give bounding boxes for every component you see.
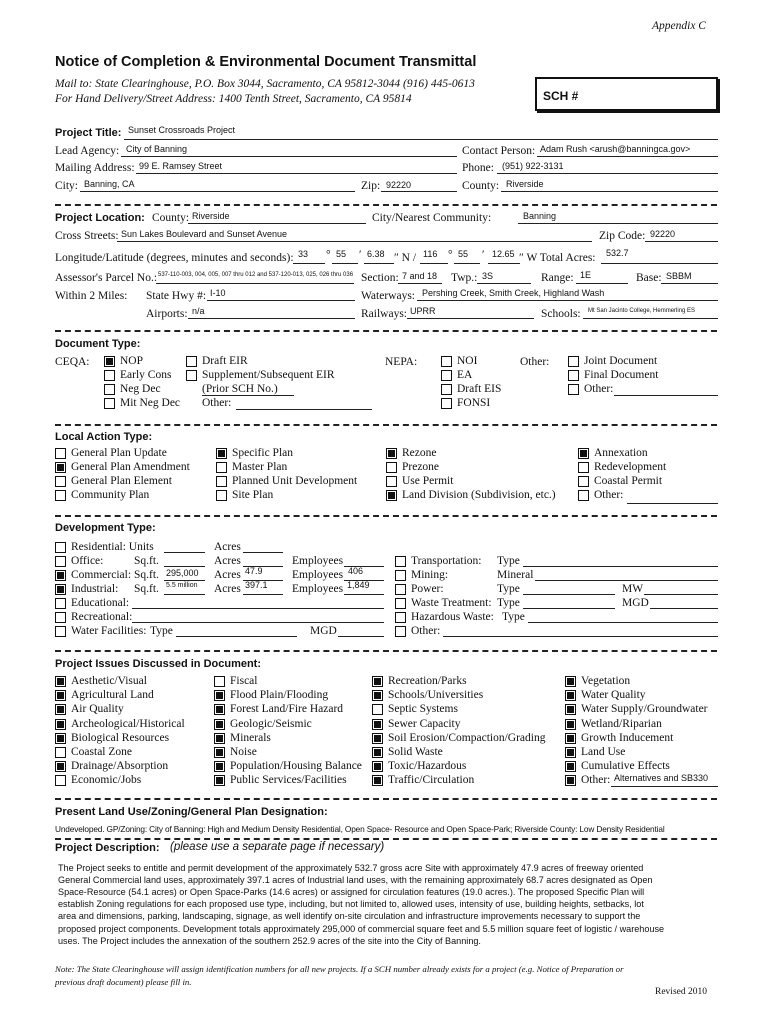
industrial-sqft-label: Sq.ft. bbox=[134, 583, 159, 595]
doc-other-checkbox[interactable] bbox=[568, 356, 579, 367]
industrial-acres-field[interactable]: 397.1 bbox=[245, 580, 268, 590]
dev-other-line[interactable] bbox=[443, 636, 718, 637]
waste-type-line[interactable] bbox=[523, 608, 615, 609]
issue-label: Noise bbox=[230, 746, 257, 758]
transportation-type-line[interactable] bbox=[523, 566, 718, 567]
issue-checkbox[interactable] bbox=[214, 704, 225, 715]
educational-line[interactable] bbox=[132, 608, 384, 609]
dev-transportation-checkbox[interactable] bbox=[395, 556, 406, 567]
commercial-acres-field[interactable]: 47.9 bbox=[245, 566, 263, 576]
issue-checkbox[interactable] bbox=[565, 775, 576, 786]
waste-mgd-line[interactable] bbox=[650, 608, 718, 609]
section-field[interactable]: 7 and 18 bbox=[402, 271, 438, 281]
dev-hazardous-label: Hazardous Waste: bbox=[411, 611, 494, 623]
power-type-label: Type bbox=[497, 583, 520, 595]
sch-number-box[interactable] bbox=[535, 77, 718, 111]
contact-person-field[interactable]: Adam Rush <arush@banningca.gov> bbox=[540, 144, 691, 154]
issue-checkbox[interactable] bbox=[565, 676, 576, 687]
hand-delivery-line: For Hand Delivery/Street Address: 1400 Tenth Street, Sacramento, CA 95814 bbox=[55, 93, 412, 105]
zip-label: Zip: bbox=[361, 180, 381, 192]
lat-degrees-field[interactable]: 33 bbox=[298, 249, 309, 259]
project-title-label: Project Title: bbox=[55, 127, 122, 139]
mining-mineral-label: Mineral bbox=[497, 569, 534, 581]
waterways-field[interactable]: Pershing Creek, Smith Creek, Highland Wash bbox=[422, 288, 605, 298]
water-mgd-line[interactable] bbox=[338, 636, 384, 637]
issue-label: Agricultural Land bbox=[71, 689, 154, 702]
issue-checkbox[interactable] bbox=[565, 761, 576, 772]
local-action-checkbox[interactable] bbox=[386, 462, 397, 473]
nepa-checkbox[interactable] bbox=[441, 370, 452, 381]
nepa-label: Draft EIS bbox=[457, 383, 502, 395]
issue-checkbox[interactable] bbox=[214, 690, 225, 701]
local-action-label: Redevelopment bbox=[594, 461, 667, 473]
range-label: Range: bbox=[541, 272, 574, 284]
office-sqft-line[interactable] bbox=[164, 566, 205, 567]
issue-label: Coastal Zone bbox=[71, 746, 132, 758]
issue-label: Fiscal bbox=[230, 675, 258, 687]
development-type-label: Development Type: bbox=[55, 522, 156, 534]
parcel-field[interactable]: 537-110-003, 004, 005, 007 thru 012 and 537-120-013, 025, 026 thru 036 bbox=[158, 272, 354, 278]
description-line: area and dimensions, parking, landscaping, signage, as well identify on-site circulation and infrastructure improvements necessary to support the bbox=[58, 911, 641, 922]
phone-label: Phone: bbox=[462, 162, 494, 174]
issue-label: Water Supply/Groundwater bbox=[581, 703, 708, 716]
local-action-checkbox[interactable] bbox=[55, 476, 66, 487]
dev-commercial-checkbox[interactable] bbox=[55, 570, 66, 581]
dev-educational-checkbox[interactable] bbox=[55, 598, 66, 609]
dev-water-label: Water Facilities: bbox=[71, 625, 147, 637]
local-action-label: Land Division (Subdivision, etc.) bbox=[402, 489, 556, 501]
local-action-label: Coastal Permit bbox=[594, 475, 663, 487]
contact-person-label: Contact Person: bbox=[462, 145, 536, 157]
issue-checkbox[interactable] bbox=[214, 775, 225, 786]
divider bbox=[55, 838, 717, 840]
local-action-checkbox[interactable] bbox=[55, 462, 66, 473]
project-description-label: Project Description: bbox=[55, 842, 160, 854]
long-minutes-field[interactable]: 55 bbox=[458, 249, 469, 259]
ceqa-label: (Prior SCH No.) bbox=[202, 383, 278, 395]
location-zip-field[interactable]: 92220 bbox=[650, 229, 676, 239]
lead-agency-label: Lead Agency: bbox=[55, 145, 120, 157]
ceqa-label: CEQA: bbox=[55, 356, 90, 368]
commercial-acres-label: Acres bbox=[214, 569, 241, 581]
dev-transportation-label: Transportation: bbox=[411, 555, 482, 567]
note-line-1: Note: The State Clearinghouse will assign identification numbers for all new projects. If a SCH number already exists for a project (e.g. Notice of Preparation or bbox=[55, 964, 624, 974]
local-action-checkbox[interactable] bbox=[386, 448, 397, 459]
degree-symbol: ° bbox=[326, 249, 331, 261]
issue-label: Septic Systems bbox=[388, 703, 458, 716]
dev-power-checkbox[interactable] bbox=[395, 584, 406, 595]
issue-checkbox[interactable] bbox=[372, 719, 383, 730]
total-acres-field[interactable]: 532.7 bbox=[606, 248, 629, 258]
issue-checkbox[interactable] bbox=[372, 733, 383, 744]
section-label: Section: bbox=[361, 272, 399, 284]
local-action-label: General Plan Update bbox=[71, 447, 167, 459]
west-total-acres-label: ″ W Total Acres: bbox=[519, 252, 596, 264]
document-type-label: Document Type: bbox=[55, 338, 141, 350]
issue-checkbox[interactable] bbox=[372, 761, 383, 772]
local-action-checkbox[interactable] bbox=[578, 448, 589, 459]
local-action-checkbox[interactable] bbox=[578, 490, 589, 501]
minute-symbol: ′ bbox=[359, 249, 362, 261]
mailing-address-field[interactable]: 99 E. Ramsey Street bbox=[139, 161, 223, 171]
water-mgd-label: MGD bbox=[310, 625, 337, 637]
issue-checkbox[interactable] bbox=[214, 719, 225, 730]
issue-checkbox[interactable] bbox=[372, 775, 383, 786]
zip-field[interactable]: 92220 bbox=[386, 180, 412, 190]
base-label: Base: bbox=[636, 272, 662, 284]
waterways-label: Waterways: bbox=[361, 290, 415, 302]
issue-label: Air Quality bbox=[71, 703, 124, 716]
issue-label: Growth Inducement bbox=[581, 731, 674, 744]
description-line: General Commercial land uses, approximately 397.1 acres of Industrial land uses, with the remaining approximately 68.7 acres designated as Open bbox=[58, 875, 653, 886]
mail-to-line: Mail to: State Clearinghouse, P.O. Box 3044, Sacramento, CA 95812-3044 (916) 445-0613 bbox=[55, 78, 475, 90]
description-line: Space-Resource (54.1 acres) or Open Space-Parks (14.6 acres) or assigned for circulation features (19.0 acres.). The proposed Specific Plan will bbox=[58, 887, 645, 898]
local-action-label: Prezone bbox=[402, 461, 440, 473]
lat-seconds-field[interactable]: 6.38 bbox=[367, 249, 385, 259]
community-field[interactable]: Banning bbox=[523, 211, 557, 221]
issue-checkbox[interactable] bbox=[214, 747, 225, 758]
residential-units-line[interactable] bbox=[164, 552, 205, 553]
local-action-label: Other: bbox=[594, 489, 624, 501]
long-seconds-field[interactable]: 12.65 bbox=[492, 249, 515, 259]
cross-streets-field[interactable]: Sun Lakes Boulevard and Sunset Avenue bbox=[121, 229, 287, 239]
industrial-employees-field[interactable]: 1,849 bbox=[347, 580, 370, 590]
issue-checkbox[interactable] bbox=[214, 761, 225, 772]
project-title-field[interactable]: Sunset Crossroads Project bbox=[128, 125, 236, 135]
waste-mgd-label: MGD bbox=[622, 597, 649, 609]
doc-other-label: Joint Document bbox=[584, 355, 658, 367]
railways-field[interactable]: UPRR bbox=[410, 306, 436, 316]
ceqa-checkbox[interactable] bbox=[186, 356, 197, 367]
local-action-label: Site Plan bbox=[232, 489, 274, 501]
dev-hazardous-checkbox[interactable] bbox=[395, 612, 406, 623]
dev-mining-checkbox[interactable] bbox=[395, 570, 406, 581]
ceqa-checkbox[interactable] bbox=[186, 370, 197, 381]
issue-label: Land Use bbox=[581, 746, 626, 758]
issue-label: Minerals bbox=[230, 731, 271, 744]
mailing-address-label: Mailing Address: bbox=[55, 162, 135, 174]
divider bbox=[55, 515, 717, 517]
nepa-checkbox[interactable] bbox=[441, 384, 452, 395]
issue-checkbox[interactable] bbox=[55, 704, 66, 715]
county-label: County: bbox=[462, 180, 500, 192]
project-location-label: Project Location: bbox=[55, 212, 145, 224]
commercial-employees-field[interactable]: 406 bbox=[348, 566, 364, 576]
power-mw-label: MW bbox=[622, 583, 644, 595]
county-field[interactable]: Riverside bbox=[506, 179, 544, 189]
railways-label: Railways: bbox=[361, 308, 407, 320]
ceqa-checkbox[interactable] bbox=[104, 398, 115, 409]
local-action-checkbox[interactable] bbox=[216, 462, 227, 473]
local-action-checkbox[interactable] bbox=[216, 476, 227, 487]
issue-checkbox[interactable] bbox=[565, 733, 576, 744]
recreational-line[interactable] bbox=[132, 622, 384, 623]
land-use-text[interactable]: Undeveloped. GP/Zoning: City of Banning: High and Medium Density Residential, Open Space- Resource and Open Space-Park; Riverside County: Low Density Residential bbox=[55, 824, 665, 834]
issue-label: Water Quality bbox=[581, 689, 646, 702]
nepa-checkbox[interactable] bbox=[441, 356, 452, 367]
nepa-label: NEPA: bbox=[385, 356, 418, 368]
industrial-acres-label: Acres bbox=[214, 583, 241, 595]
nepa-label: NOI bbox=[457, 355, 478, 367]
project-description-hint: (please use a separate page if necessary) bbox=[170, 841, 385, 853]
twp-label: Twp.: bbox=[451, 272, 478, 284]
issue-label: Biological Resources bbox=[71, 731, 170, 744]
local-action-label: Specific Plan bbox=[232, 447, 293, 459]
dev-other-checkbox[interactable] bbox=[395, 626, 406, 637]
commercial-employees-label: Employees bbox=[292, 569, 344, 581]
long-degrees-field[interactable]: 116 bbox=[423, 249, 438, 259]
local-action-checkbox[interactable] bbox=[386, 476, 397, 487]
within-2-miles-label: Within 2 Miles: bbox=[55, 290, 128, 302]
issue-label: Toxic/Hazardous bbox=[388, 760, 467, 773]
transportation-type-label: Type bbox=[497, 555, 520, 567]
schools-label: Schools: bbox=[541, 308, 581, 320]
airports-label: Airports: bbox=[146, 308, 188, 320]
issue-label: Sewer Capacity bbox=[388, 717, 461, 730]
issue-checkbox[interactable] bbox=[55, 690, 66, 701]
community-label: City/Nearest Community: bbox=[372, 212, 492, 224]
water-type-label: Type bbox=[150, 625, 173, 637]
issue-label: Economic/Jobs bbox=[71, 774, 142, 787]
description-line: uses. The Project includes the annexation of the southern 252.9 acres of the site into the City of Banning. bbox=[58, 935, 481, 946]
divider bbox=[55, 204, 717, 206]
twp-field[interactable]: 3S bbox=[482, 271, 494, 281]
residential-acres-line[interactable] bbox=[243, 552, 283, 553]
local-action-checkbox[interactable] bbox=[216, 448, 227, 459]
minute-symbol: ′ bbox=[482, 249, 485, 261]
issue-label: Geologic/Seismic bbox=[230, 717, 312, 730]
dev-power-label: Power: bbox=[411, 583, 444, 595]
local-action-label: Community Plan bbox=[71, 489, 150, 501]
issue-label: Vegetation bbox=[581, 675, 631, 687]
location-county-field[interactable]: Riverside bbox=[192, 211, 230, 221]
dev-industrial-checkbox[interactable] bbox=[55, 584, 66, 595]
issue-label: Flood Plain/Flooding bbox=[230, 689, 329, 702]
dev-industrial-label: Industrial: bbox=[71, 583, 119, 595]
description-line: proposed project components. Development totals approximately 295,000 of commercial square feet and 5.5 million square feet of logistic / warehouse bbox=[58, 923, 665, 934]
issues-other-field[interactable]: Alternatives and SB330 bbox=[614, 773, 709, 783]
dev-other-label: Other: bbox=[411, 625, 441, 637]
issue-checkbox[interactable] bbox=[55, 719, 66, 730]
office-sqft-label: Sq.ft. bbox=[134, 555, 159, 567]
dev-office-label: Office: bbox=[71, 555, 104, 567]
doc-other-checkbox[interactable] bbox=[568, 370, 579, 381]
revised-label: Revised 2010 bbox=[655, 987, 707, 997]
dev-residential-label: Residential: Units bbox=[71, 541, 154, 553]
office-employees-label: Employees bbox=[292, 555, 344, 567]
issue-checkbox[interactable] bbox=[372, 704, 383, 715]
local-action-label: Local Action Type: bbox=[55, 431, 153, 443]
dev-commercial-label: Commercial: bbox=[71, 569, 132, 581]
nepa-checkbox[interactable] bbox=[441, 398, 452, 409]
local-action-checkbox[interactable] bbox=[578, 476, 589, 487]
divider bbox=[55, 330, 717, 332]
issue-checkbox[interactable] bbox=[565, 704, 576, 715]
issue-label: Recreation/Parks bbox=[388, 675, 467, 687]
issue-label: Traffic/Circulation bbox=[388, 774, 475, 787]
local-action-label: Planned Unit Development bbox=[232, 475, 358, 487]
doc-other-label: Other: bbox=[520, 356, 550, 368]
issue-checkbox[interactable] bbox=[55, 747, 66, 758]
office-acres-label: Acres bbox=[214, 555, 241, 567]
residential-acres-label: Acres bbox=[214, 541, 241, 553]
hazardous-type-label: Type bbox=[502, 611, 525, 623]
location-zip-label: Zip Code: bbox=[599, 230, 646, 242]
description-line: establish Zoning regulations for each proposed use type, including, but not limited to, allowed uses, intensity of use, building heights, setbacks, lot bbox=[58, 899, 644, 910]
issue-checkbox[interactable] bbox=[565, 719, 576, 730]
local-action-label: Rezone bbox=[402, 447, 437, 459]
ceqa-label: Other: bbox=[202, 397, 232, 409]
local-action-checkbox[interactable] bbox=[55, 448, 66, 459]
range-field[interactable]: 1E bbox=[580, 270, 592, 280]
ceqa-label: Draft EIR bbox=[202, 355, 248, 367]
issue-label: Forest Land/Fire Hazard bbox=[230, 703, 344, 716]
issue-checkbox[interactable] bbox=[55, 733, 66, 744]
local-action-checkbox[interactable] bbox=[216, 490, 227, 501]
description-line: The Project seeks to entitle and permit development of the approximately 532.7 gross acre Site with approximately 47.9 acres of freeway oriented bbox=[58, 863, 644, 873]
issue-label: Schools/Universities bbox=[388, 689, 484, 702]
doc-other-checkbox[interactable] bbox=[568, 384, 579, 395]
issue-label: Cumulative Effects bbox=[581, 760, 670, 773]
power-type-line[interactable] bbox=[523, 594, 615, 595]
sch-label: SCH # bbox=[543, 89, 579, 103]
north-label: ″ N / bbox=[394, 252, 417, 264]
local-action-other-line[interactable] bbox=[627, 503, 718, 504]
state-hwy-field[interactable]: I-10 bbox=[210, 288, 226, 298]
commercial-sqft-label: Sq.ft. bbox=[134, 569, 159, 581]
dev-waste-label: Waste Treatment: bbox=[411, 597, 492, 609]
local-action-checkbox[interactable] bbox=[386, 490, 397, 501]
issue-checkbox[interactable] bbox=[55, 761, 66, 772]
doc-other-label: Final Document bbox=[584, 369, 659, 381]
issue-checkbox[interactable] bbox=[55, 775, 66, 786]
issue-label: Solid Waste bbox=[388, 746, 443, 758]
issue-label: Wetland/Riparian bbox=[581, 717, 662, 730]
dev-recreational-label: Recreational: bbox=[71, 611, 133, 623]
latlong-label: Longitude/Latitude (degrees, minutes and seconds): bbox=[55, 252, 294, 264]
nepa-label: FONSI bbox=[457, 397, 491, 409]
prior-sch-line[interactable] bbox=[202, 395, 294, 396]
local-action-label: General Plan Amendment bbox=[71, 461, 190, 473]
issue-checkbox[interactable] bbox=[565, 747, 576, 758]
hazardous-type-line[interactable] bbox=[528, 622, 718, 623]
industrial-employees-label: Employees bbox=[292, 583, 344, 595]
ceqa-checkbox[interactable] bbox=[104, 384, 115, 395]
city-field[interactable]: Banning, CA bbox=[84, 179, 135, 189]
doc-other-line[interactable] bbox=[236, 409, 372, 410]
divider bbox=[55, 798, 717, 800]
local-action-label: General Plan Element bbox=[71, 475, 172, 487]
lead-agency-field[interactable]: City of Banning bbox=[126, 144, 188, 154]
note-line-2: previous draft document) please fill in. bbox=[55, 977, 192, 987]
dev-residential-checkbox[interactable] bbox=[55, 542, 66, 553]
dev-office-checkbox[interactable] bbox=[55, 556, 66, 567]
base-field[interactable]: SBBM bbox=[666, 271, 692, 281]
state-hwy-label: State Hwy #: bbox=[146, 290, 207, 302]
ceqa-label: NOP bbox=[120, 355, 144, 367]
city-label: City: bbox=[55, 180, 79, 192]
airports-field[interactable]: n/a bbox=[192, 306, 205, 316]
location-county-label: County: bbox=[152, 212, 190, 224]
commercial-sqft-field[interactable]: 295,000 bbox=[166, 568, 199, 578]
ceqa-label: Mit Neg Dec bbox=[120, 397, 181, 409]
issue-label: Population/Housing Balance bbox=[230, 760, 362, 773]
local-action-checkbox[interactable] bbox=[578, 462, 589, 473]
dev-mining-label: Mining: bbox=[411, 569, 449, 581]
ceqa-checkbox[interactable] bbox=[104, 356, 115, 367]
issue-checkbox[interactable] bbox=[372, 747, 383, 758]
ceqa-label: Neg Dec bbox=[120, 383, 161, 395]
local-action-label: Use Permit bbox=[402, 475, 454, 487]
ceqa-label: Supplement/Subsequent EIR bbox=[202, 369, 335, 381]
mining-mineral-line[interactable] bbox=[535, 580, 718, 581]
issue-label: Public Services/Facilities bbox=[230, 774, 347, 787]
dev-waste-checkbox[interactable] bbox=[395, 598, 406, 609]
project-issues-label: Project Issues Discussed in Document: bbox=[55, 658, 262, 670]
parcel-label: Assessor's Parcel No.: bbox=[55, 272, 158, 284]
schools-field[interactable]: Mt San Jacinto College, Hemmerling ES bbox=[588, 308, 696, 314]
issue-checkbox[interactable] bbox=[372, 690, 383, 701]
industrial-sqft-field[interactable]: 5.5 million bbox=[166, 582, 198, 589]
land-use-label: Present Land Use/Zoning/General Plan Designation: bbox=[55, 806, 328, 818]
issue-checkbox[interactable] bbox=[214, 733, 225, 744]
dev-water-checkbox[interactable] bbox=[55, 626, 66, 637]
appendix-label: Appendix C bbox=[652, 20, 706, 32]
phone-field[interactable]: (951) 922-3131 bbox=[502, 161, 564, 171]
ceqa-label: Early Cons bbox=[120, 369, 172, 381]
issue-checkbox[interactable] bbox=[55, 676, 66, 687]
dev-recreational-checkbox[interactable] bbox=[55, 612, 66, 623]
issue-label: Other: bbox=[581, 774, 611, 787]
dev-educational-label: Educational: bbox=[71, 597, 130, 609]
local-action-label: Annexation bbox=[594, 447, 648, 459]
other-doc-line[interactable] bbox=[614, 395, 718, 396]
lat-minutes-field[interactable]: 55 bbox=[336, 249, 347, 259]
issue-checkbox[interactable] bbox=[565, 690, 576, 701]
issue-label: Drainage/Absorption bbox=[71, 760, 169, 773]
ceqa-checkbox[interactable] bbox=[104, 370, 115, 381]
issue-checkbox[interactable] bbox=[214, 676, 225, 687]
water-type-line[interactable] bbox=[176, 636, 297, 637]
form-title: Notice of Completion & Environmental Document Transmittal bbox=[55, 54, 477, 70]
issue-label: Soil Erosion/Compaction/Grading bbox=[388, 731, 546, 744]
power-mw-line[interactable] bbox=[644, 594, 718, 595]
local-action-checkbox[interactable] bbox=[55, 490, 66, 501]
divider bbox=[55, 650, 717, 652]
divider bbox=[55, 424, 717, 426]
cross-streets-label: Cross Streets: bbox=[55, 230, 119, 242]
issue-label: Aesthetic/Visual bbox=[71, 675, 147, 687]
doc-other-label: Other: bbox=[584, 383, 614, 395]
local-action-label: Master Plan bbox=[232, 461, 288, 473]
waste-type-label: Type bbox=[497, 597, 520, 609]
issue-checkbox[interactable] bbox=[372, 676, 383, 687]
issue-label: Archeological/Historical bbox=[71, 717, 185, 730]
nepa-label: EA bbox=[457, 369, 473, 381]
degree-symbol: ° bbox=[448, 249, 453, 261]
